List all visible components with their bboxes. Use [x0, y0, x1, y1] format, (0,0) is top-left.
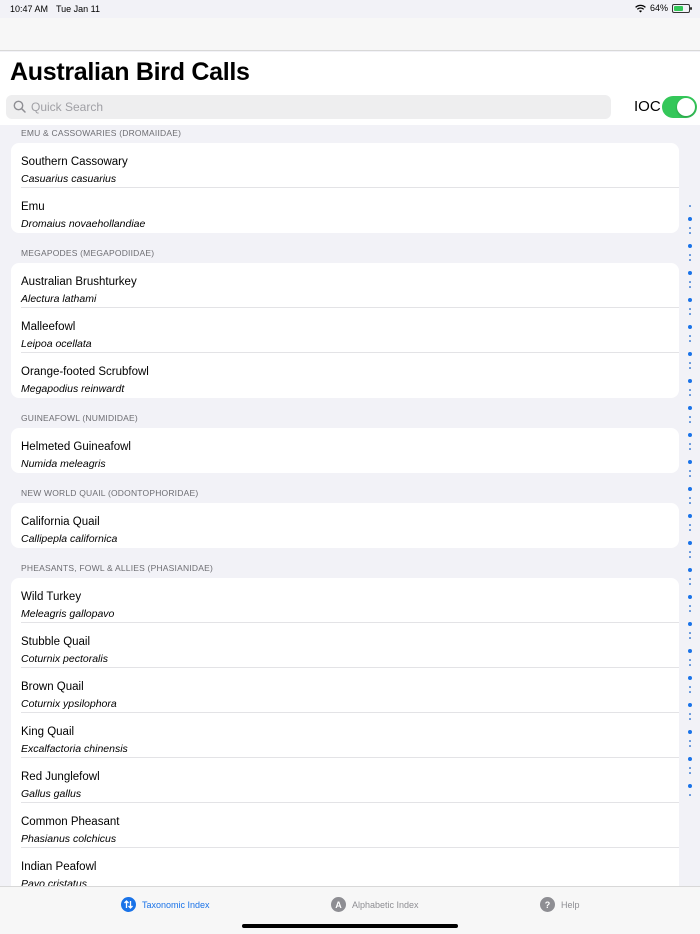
index-dot	[688, 730, 692, 734]
list-item[interactable]	[11, 428, 679, 473]
battery-level-fill	[674, 6, 683, 11]
index-tick	[689, 745, 691, 747]
index-dot	[688, 568, 692, 572]
index-tick	[689, 551, 691, 553]
list-item[interactable]	[11, 263, 679, 308]
index-dot	[688, 487, 692, 491]
status-bar	[0, 0, 700, 18]
battery-percent: 64%	[649, 3, 668, 13]
index-dot	[688, 217, 692, 221]
common-name: Common Pheasant	[21, 816, 120, 828]
scientific-name: Numida meleagris	[21, 458, 106, 470]
index-dot	[688, 757, 692, 761]
common-name: Malleefowl	[21, 321, 76, 333]
scientific-name: Megapodius reinwardt	[21, 383, 125, 395]
scientific-name: Phasianus colchicus	[21, 833, 117, 845]
index-tick	[689, 389, 691, 391]
index-dot	[688, 649, 692, 653]
ioc-toggle-knob	[677, 98, 695, 116]
home-indicator	[242, 924, 458, 928]
tab-label: Help	[561, 899, 580, 910]
index-tick	[689, 205, 691, 207]
index-dot	[688, 352, 692, 356]
index-dot	[688, 676, 692, 680]
wifi-icon	[635, 4, 646, 13]
alphabetic-index-icon: A	[331, 897, 346, 912]
index-dot	[688, 595, 692, 599]
index-tick	[689, 340, 691, 342]
index-tick	[689, 740, 691, 742]
tab-label: Taxonomic Index	[142, 899, 210, 910]
index-tick	[689, 367, 691, 369]
ioc-label: IOC	[634, 98, 661, 115]
section-header: PHEASANTS, FOWL & ALLIES (PHASIANIDAE)	[21, 563, 213, 573]
index-tick	[689, 686, 691, 688]
index-dot	[688, 298, 692, 302]
section-group	[11, 428, 679, 473]
index-tick	[689, 713, 691, 715]
help-icon: ?	[540, 897, 555, 912]
index-tick	[689, 524, 691, 526]
common-name: Indian Peafowl	[21, 861, 97, 873]
index-tick	[689, 313, 691, 315]
index-dot	[688, 784, 692, 788]
scientific-name: Dromaius novaehollandiae	[21, 218, 146, 230]
index-tick	[689, 772, 691, 774]
status-indicators	[635, 3, 690, 13]
list-item[interactable]	[11, 803, 679, 848]
section-header: NEW WORLD QUAIL (ODONTOPHORIDAE)	[21, 488, 199, 498]
section-header: MEGAPODES (MEGAPODIIDAE)	[21, 248, 155, 258]
battery-icon	[672, 4, 690, 13]
index-tick	[689, 767, 691, 769]
index-tick	[689, 659, 691, 661]
list-item[interactable]	[11, 353, 679, 398]
list-item[interactable]	[11, 308, 679, 353]
tab-help[interactable]	[540, 897, 580, 912]
status-date: Tue Jan 11	[56, 4, 101, 14]
search-input[interactable]	[6, 95, 611, 119]
section-header: GUINEAFOWL (NUMIDIDAE)	[21, 413, 138, 423]
index-dot	[688, 379, 692, 383]
tab-alphabetic-index[interactable]	[331, 897, 419, 912]
common-name: Australian Brushturkey	[21, 276, 137, 288]
common-name: Emu	[21, 201, 45, 213]
search-placeholder: Quick Search	[31, 100, 104, 114]
index-tick	[689, 664, 691, 666]
index-tick	[689, 448, 691, 450]
index-dot	[688, 622, 692, 626]
taxonomic-index-icon	[121, 897, 136, 912]
index-tick	[689, 497, 691, 499]
search-icon	[11, 98, 29, 116]
index-tick	[689, 605, 691, 607]
index-tick	[689, 718, 691, 720]
status-time: 10:47 AM	[10, 4, 49, 14]
section-group	[11, 503, 679, 548]
common-name: Red Junglefowl	[21, 771, 100, 783]
tab-label: Alphabetic Index	[352, 899, 419, 910]
list-item[interactable]	[11, 668, 679, 713]
list-item[interactable]	[11, 758, 679, 803]
ioc-toggle[interactable]	[662, 96, 697, 118]
index-dot	[688, 244, 692, 248]
common-name: Stubble Quail	[21, 636, 91, 648]
common-name: Brown Quail	[21, 681, 84, 693]
index-tick	[689, 232, 691, 234]
common-name: Southern Cassowary	[21, 156, 128, 168]
index-tick	[689, 475, 691, 477]
index-dot	[688, 703, 692, 707]
tab-taxonomic-index[interactable]	[121, 897, 210, 912]
scientific-name: Pavo cristatus	[21, 878, 87, 886]
index-tick	[689, 470, 691, 472]
common-name: California Quail	[21, 516, 100, 528]
index-tick	[689, 227, 691, 229]
scientific-name: Callipepla californica	[21, 533, 118, 545]
scientific-name: Casuarius casuarius	[21, 173, 117, 185]
index-tick	[689, 259, 691, 261]
section-group	[11, 578, 679, 886]
list-item[interactable]	[11, 188, 679, 233]
common-name: Wild Turkey	[21, 591, 82, 603]
index-tick	[689, 421, 691, 423]
list-item[interactable]	[11, 143, 679, 188]
index-tick	[689, 529, 691, 531]
index-dot	[688, 406, 692, 410]
index-dot	[688, 433, 692, 437]
scientific-name: Alectura lathami	[21, 293, 97, 305]
section-index-scrubber[interactable]	[684, 205, 696, 805]
bird-list[interactable]	[0, 125, 700, 886]
scientific-name: Coturnix pectoralis	[21, 653, 108, 665]
list-item[interactable]	[11, 578, 679, 623]
navigation-bar	[0, 18, 700, 51]
index-tick	[689, 254, 691, 256]
list-item[interactable]	[11, 713, 679, 758]
scientific-name: Gallus gallus	[21, 788, 82, 800]
index-dot	[688, 514, 692, 518]
scientific-name: Excalfactoria chinensis	[21, 743, 128, 755]
index-tick	[689, 691, 691, 693]
index-tick	[689, 335, 691, 337]
index-tick	[689, 416, 691, 418]
page-title: Australian Bird Calls	[10, 58, 250, 86]
header	[0, 52, 700, 125]
index-tick	[689, 394, 691, 396]
index-tick	[689, 362, 691, 364]
list-item[interactable]	[11, 623, 679, 668]
index-tick	[689, 632, 691, 634]
index-tick	[689, 578, 691, 580]
index-dot	[688, 541, 692, 545]
index-tick	[689, 443, 691, 445]
scientific-name: Leipoa ocellata	[21, 338, 92, 350]
common-name: Helmeted Guineafowl	[21, 441, 131, 453]
list-item[interactable]	[11, 503, 679, 548]
list-item[interactable]	[11, 848, 679, 886]
common-name: Orange-footed Scrubfowl	[21, 366, 149, 378]
section-group	[11, 263, 679, 398]
index-dot	[688, 325, 692, 329]
section-group	[11, 143, 679, 233]
scientific-name: Meleagris gallopavo	[21, 608, 115, 620]
index-tick	[689, 502, 691, 504]
index-tick	[689, 794, 691, 796]
index-tick	[689, 637, 691, 639]
index-tick	[689, 281, 691, 283]
scientific-name: Coturnix ypsilophora	[21, 698, 117, 710]
index-tick	[689, 610, 691, 612]
common-name: King Quail	[21, 726, 75, 738]
index-tick	[689, 556, 691, 558]
index-dot	[688, 460, 692, 464]
index-tick	[689, 308, 691, 310]
index-tick	[689, 583, 691, 585]
section-header: EMU & CASSOWARIES (DROMAIIDAE)	[21, 128, 182, 138]
index-dot	[688, 271, 692, 275]
index-tick	[689, 286, 691, 288]
